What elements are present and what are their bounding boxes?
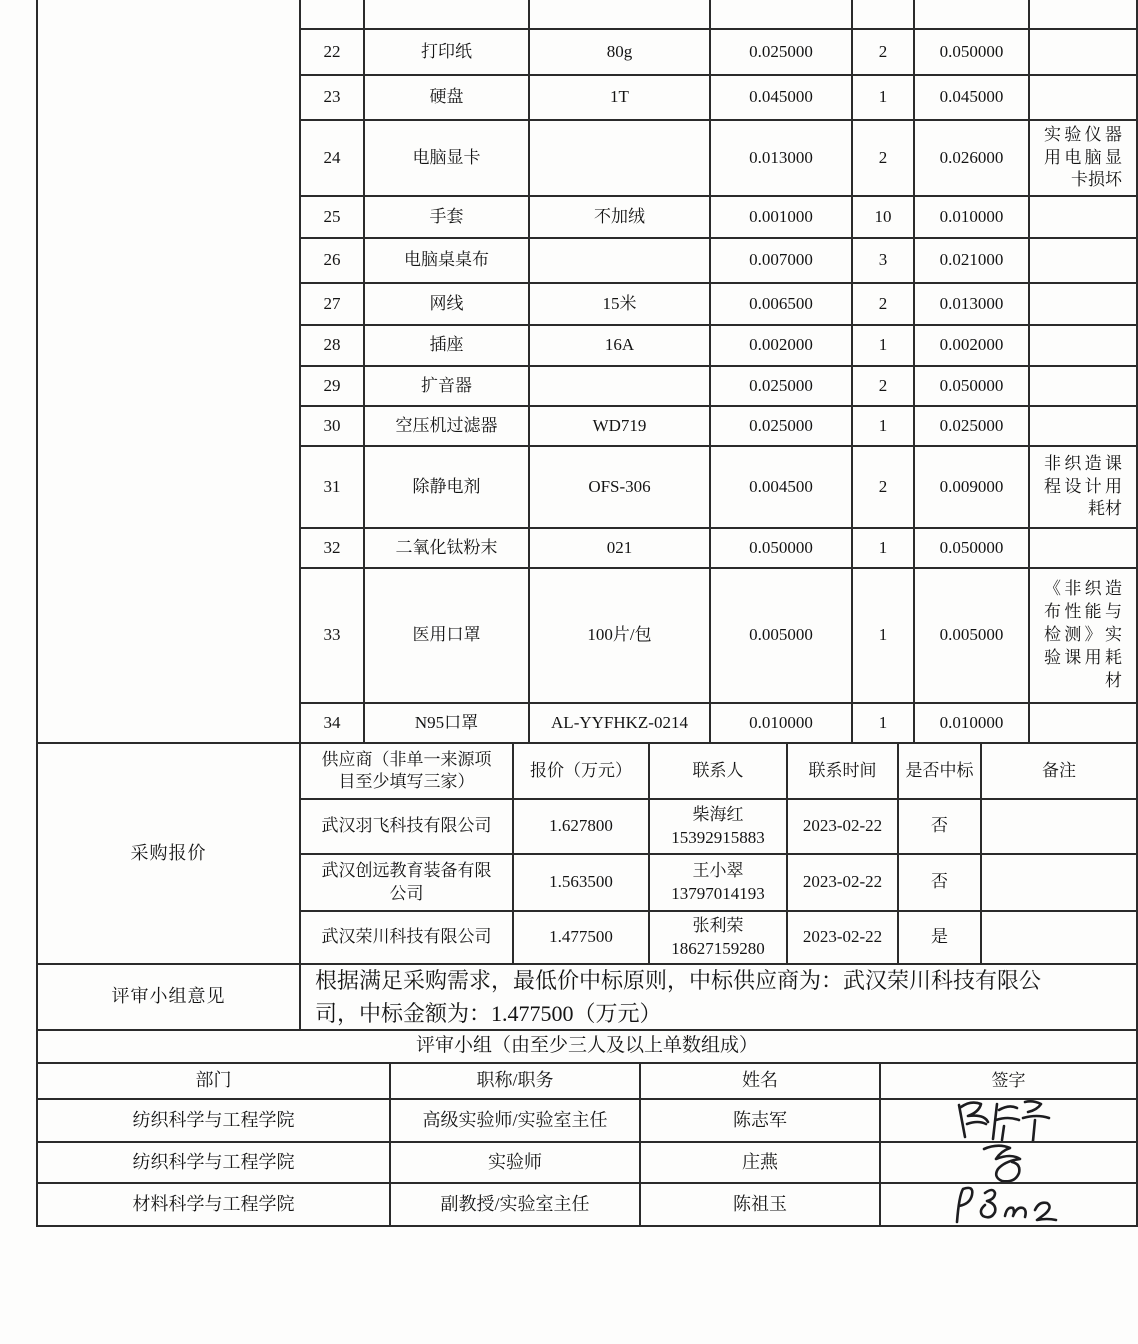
item-qty: 1: [853, 569, 915, 704]
quote-win-flag: 否: [899, 855, 982, 912]
item-total: 0.050000: [915, 367, 1030, 407]
item-unit-price: 0.025000: [711, 367, 853, 407]
item-note-cell: [1030, 367, 1138, 407]
item-no: 29: [301, 367, 365, 407]
committee-dept: 纺织科学与工程学院: [38, 1143, 391, 1184]
item-total-cell: [915, 0, 1030, 30]
item-unit-price: 0.010000: [711, 704, 853, 744]
item-qty: 1: [853, 529, 915, 569]
quote-date: 2023-02-22: [788, 912, 899, 965]
quotes-header-price: 报价（万元）: [514, 744, 650, 800]
item-note-cell: [1030, 447, 1138, 529]
quotes-header-supplier: 供应商（非单一来源项目至少填写三家）: [301, 744, 514, 800]
review-opinion-row: [38, 965, 1138, 1031]
item-note-cell: [1030, 407, 1138, 447]
item-name: 医用口罩: [365, 569, 530, 704]
item-note: 实验仪器用电脑显卡损坏: [1044, 124, 1122, 190]
quote-note: [982, 912, 1138, 965]
committee-title-row: [38, 1031, 1138, 1064]
item-row: [301, 284, 1138, 326]
item-row: [301, 76, 1138, 121]
item-name: 电脑显卡: [365, 121, 530, 197]
committee-header-row: [38, 1064, 1138, 1100]
committee-title: 评审小组（由至少三人及以上单数组成）: [38, 1031, 1138, 1064]
item-note-cell: [1030, 284, 1138, 326]
quotes-header-win: 是否中标: [899, 744, 982, 800]
item-qty: 2: [853, 447, 915, 529]
committee-signature-cell: [881, 1143, 1138, 1184]
committee-member-name: 庄燕: [641, 1143, 881, 1184]
item-no-cell: [301, 0, 365, 30]
item-spec: OFS-306: [530, 447, 711, 529]
item-note: 非织造课程设计用耗材: [1044, 453, 1122, 519]
item-note-cell: [1030, 569, 1138, 704]
review-opinion-text: 根据满足采购需求，最低价中标原则，中标供应商为：武汉荣川科技有限公司，中标金额为：1.477500（万元）: [315, 968, 1042, 1026]
procurement-form-table: [36, 0, 1138, 1227]
item-spec: 80g: [530, 30, 711, 76]
item-no: 30: [301, 407, 365, 447]
committee-member-name: 陈祖玉: [641, 1184, 881, 1227]
item-unit-price: 0.045000: [711, 76, 853, 121]
quote-supplier: 武汉荣川科技有限公司: [301, 912, 514, 965]
item-total: 0.021000: [915, 239, 1030, 284]
item-name: 硬盘: [365, 76, 530, 121]
item-qty: 1: [853, 76, 915, 121]
committee-job-title: 副教授/实验室主任: [391, 1184, 641, 1227]
quotes-section-label: 采购报价: [38, 744, 301, 965]
item-row: [301, 30, 1138, 76]
item-spec: [530, 239, 711, 284]
signature-image-chen-zhijun: [949, 1100, 1069, 1143]
item-note-cell: [1030, 197, 1138, 239]
item-total: 0.002000: [915, 326, 1030, 367]
item-name: 空压机过滤器: [365, 407, 530, 447]
item-no: 32: [301, 529, 365, 569]
committee-header-signature: 签字: [881, 1064, 1138, 1100]
item-row: [301, 121, 1138, 197]
item-total: 0.045000: [915, 76, 1030, 121]
items-grid: [301, 0, 1138, 744]
item-unit-price: 0.007000: [711, 239, 853, 284]
item-name: N95口罩: [365, 704, 530, 744]
committee-job-title: 高级实验师/实验室主任: [391, 1100, 641, 1143]
item-total: 0.005000: [915, 569, 1030, 704]
review-opinion-label: 评审小组意见: [38, 965, 301, 1031]
item-name-cell: [365, 0, 530, 30]
item-name: 电脑桌桌布: [365, 239, 530, 284]
item-no: 25: [301, 197, 365, 239]
committee-row: [38, 1100, 1138, 1143]
item-row: [301, 239, 1138, 284]
item-qty: 1: [853, 704, 915, 744]
item-note-cell: [1030, 704, 1138, 744]
quote-win-flag: 是: [899, 912, 982, 965]
item-note-cell: [1030, 0, 1138, 30]
quotes-section: [38, 744, 1138, 965]
item-note: 《非织造布性能与检测》实验课用耗材: [1044, 579, 1122, 690]
item-spec: AL-YYFHKZ-0214: [530, 704, 711, 744]
item-spec: 1T: [530, 76, 711, 121]
quote-row: [301, 912, 1138, 965]
item-name: 扩音器: [365, 367, 530, 407]
quote-price: 1.477500: [514, 912, 650, 965]
quote-contact-name: 张利荣: [692, 915, 744, 935]
item-spec: WD719: [530, 407, 711, 447]
quote-contact-phone: 15392915883: [671, 827, 765, 847]
item-no: 26: [301, 239, 365, 284]
item-name: 手套: [365, 197, 530, 239]
quote-contact-phone: 18627159280: [671, 938, 765, 958]
item-unit-price: 0.004500: [711, 447, 853, 529]
item-qty: 10: [853, 197, 915, 239]
item-qty: 3: [853, 239, 915, 284]
item-spec: 16A: [530, 326, 711, 367]
committee-header-name: 姓名: [641, 1064, 881, 1100]
item-total: 0.050000: [915, 30, 1030, 76]
quotes-header-note: 备注: [982, 744, 1138, 800]
item-unit-price: 0.005000: [711, 569, 853, 704]
item-spec: 100片/包: [530, 569, 711, 704]
item-row-partial: [301, 0, 1138, 30]
item-spec-cell: [530, 0, 711, 30]
item-row: [301, 569, 1138, 704]
committee-header-title: 职称/职务: [391, 1064, 641, 1100]
quote-contact-cell: [650, 800, 788, 855]
committee-job-title: 实验师: [391, 1143, 641, 1184]
quote-contact-phone: 13797014193: [671, 883, 765, 903]
quote-row: [301, 855, 1138, 912]
item-total: 0.010000: [915, 704, 1030, 744]
item-no: 31: [301, 447, 365, 529]
item-row: [301, 704, 1138, 744]
quotes-header-row: [301, 744, 1138, 800]
signature-image-chen-zuyu: [949, 1184, 1069, 1227]
quotes-header-contact: 联系人: [650, 744, 788, 800]
quote-date: 2023-02-22: [788, 855, 899, 912]
item-price-cell: [711, 0, 853, 30]
quote-win-flag: 否: [899, 800, 982, 855]
item-total: 0.009000: [915, 447, 1030, 529]
quotes-grid: [301, 744, 1138, 965]
item-spec: 021: [530, 529, 711, 569]
item-row: [301, 447, 1138, 529]
item-unit-price: 0.025000: [711, 30, 853, 76]
item-unit-price: 0.025000: [711, 407, 853, 447]
item-qty: 1: [853, 326, 915, 367]
quote-contact-name: 王小翠: [692, 860, 744, 880]
item-name: 网线: [365, 284, 530, 326]
quotes-header-time: 联系时间: [788, 744, 899, 800]
committee-row: [38, 1184, 1138, 1227]
review-opinion-cell: [301, 965, 1138, 1031]
item-unit-price: 0.050000: [711, 529, 853, 569]
item-no: 34: [301, 704, 365, 744]
item-total: 0.010000: [915, 197, 1030, 239]
items-section: [38, 0, 1138, 744]
item-unit-price: 0.002000: [711, 326, 853, 367]
quote-price: 1.627800: [514, 800, 650, 855]
item-note-cell: [1030, 326, 1138, 367]
quote-date: 2023-02-22: [788, 800, 899, 855]
committee-header-dept: 部门: [38, 1064, 391, 1100]
quote-supplier: 武汉羽飞科技有限公司: [301, 800, 514, 855]
item-unit-price: 0.001000: [711, 197, 853, 239]
quote-contact-name: 柴海红: [692, 804, 744, 824]
item-total: 0.050000: [915, 529, 1030, 569]
items-left-empty-cell: [38, 0, 301, 744]
quote-row: [301, 800, 1138, 855]
item-qty: 2: [853, 367, 915, 407]
signature-image-zhuang-yan: [964, 1143, 1054, 1184]
item-no: 23: [301, 76, 365, 121]
item-spec: [530, 121, 711, 197]
item-unit-price: 0.006500: [711, 284, 853, 326]
item-total: 0.026000: [915, 121, 1030, 197]
item-no: 28: [301, 326, 365, 367]
committee-row: [38, 1143, 1138, 1184]
quote-price: 1.563500: [514, 855, 650, 912]
item-name: 除静电剂: [365, 447, 530, 529]
item-total: 0.013000: [915, 284, 1030, 326]
item-qty: 2: [853, 284, 915, 326]
item-name: 插座: [365, 326, 530, 367]
quote-contact-cell: [650, 912, 788, 965]
item-total: 0.025000: [915, 407, 1030, 447]
item-note-cell: [1030, 529, 1138, 569]
item-qty: 1: [853, 407, 915, 447]
item-no: 22: [301, 30, 365, 76]
item-qty-cell: [853, 0, 915, 30]
item-note-cell: [1030, 239, 1138, 284]
quote-supplier: 武汉创远教育装备有限公司: [301, 855, 514, 912]
item-row: [301, 529, 1138, 569]
item-name: 打印纸: [365, 30, 530, 76]
item-spec: [530, 367, 711, 407]
item-spec: 15米: [530, 284, 711, 326]
item-no: 27: [301, 284, 365, 326]
item-row: [301, 367, 1138, 407]
item-qty: 2: [853, 121, 915, 197]
item-row: [301, 407, 1138, 447]
item-note-cell: [1030, 76, 1138, 121]
item-row: [301, 326, 1138, 367]
item-note-cell: [1030, 30, 1138, 76]
item-no: 24: [301, 121, 365, 197]
committee-dept: 纺织科学与工程学院: [38, 1100, 391, 1143]
item-row: [301, 197, 1138, 239]
item-qty: 2: [853, 30, 915, 76]
committee-dept: 材料科学与工程学院: [38, 1184, 391, 1227]
quote-note: [982, 855, 1138, 912]
item-name: 二氧化钛粉末: [365, 529, 530, 569]
item-spec: 不加绒: [530, 197, 711, 239]
quote-note: [982, 800, 1138, 855]
item-unit-price: 0.013000: [711, 121, 853, 197]
quote-contact-cell: [650, 855, 788, 912]
committee-signature-cell: [881, 1184, 1138, 1227]
item-note-cell: [1030, 121, 1138, 197]
item-no: 33: [301, 569, 365, 704]
committee-member-name: 陈志军: [641, 1100, 881, 1143]
committee-signature-cell: [881, 1100, 1138, 1143]
